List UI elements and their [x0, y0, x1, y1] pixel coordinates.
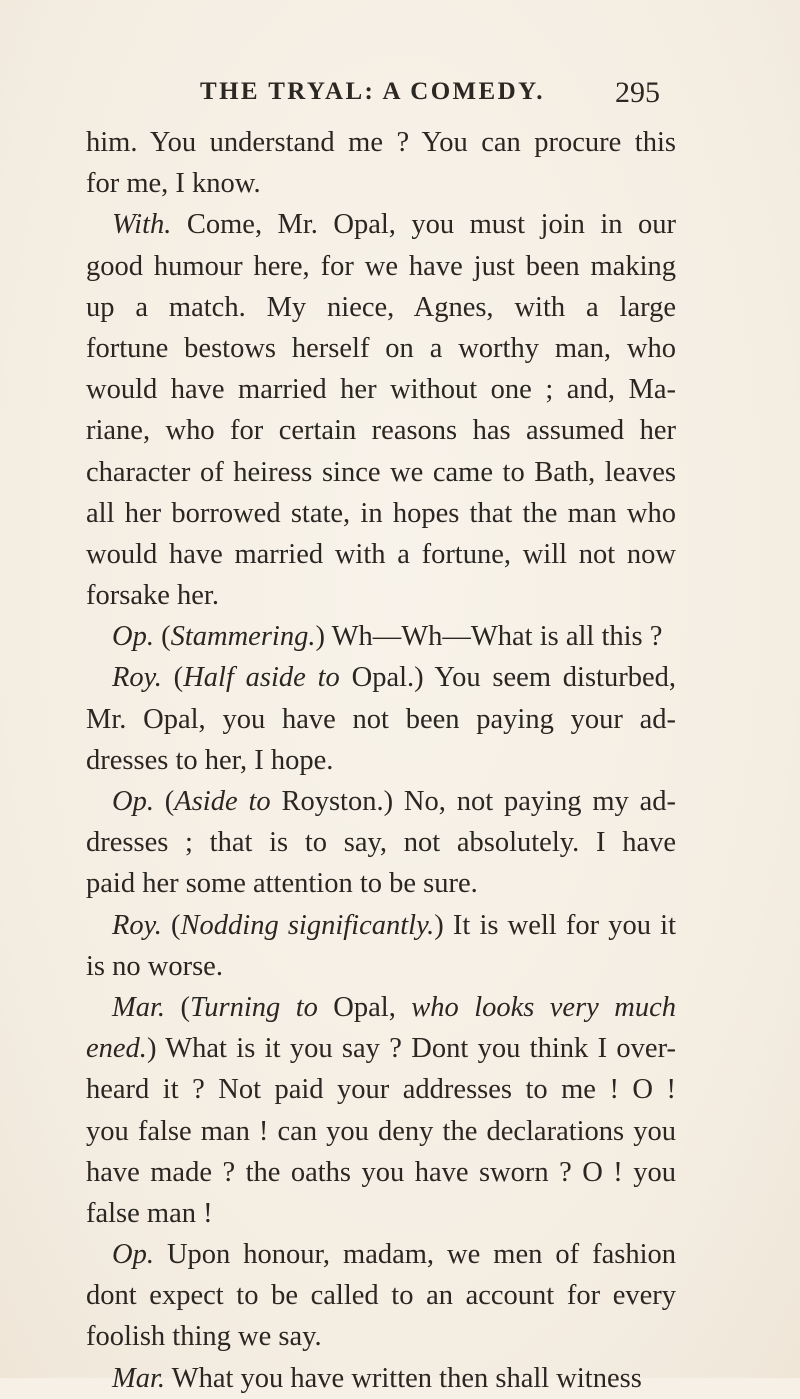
- text-line: [86, 699, 676, 740]
- text-run: (: [165, 991, 190, 1023]
- text-run: have made ? the oaths you have sworn ? O ! you: [86, 1156, 676, 1188]
- text-run: paid her some attention to be sure.: [86, 868, 478, 900]
- text-line: [86, 987, 676, 1028]
- text-line: [86, 1193, 676, 1234]
- text-line: [86, 1316, 676, 1357]
- text-run: Opal,: [317, 991, 412, 1023]
- text-run: ) What is it you say ? Dont you think I over-: [146, 1033, 676, 1065]
- text-line: [86, 328, 676, 369]
- text-run: (: [153, 786, 175, 817]
- text-run: dresses to her, I hope.: [86, 744, 334, 776]
- text-run: would have married with a fortune, will not now: [86, 538, 676, 570]
- text-run: up a match. My niece, Agnes, with a large: [86, 291, 676, 323]
- italic-text: ened.: [86, 1033, 147, 1065]
- italic-text: Aside to: [174, 786, 271, 817]
- text-run: him. You understand me ? You can procure this: [86, 127, 676, 158]
- text-run: forsake her.: [86, 580, 219, 612]
- text-run: all her borrowed state, in hopes that the man who: [86, 497, 676, 529]
- text-run: dresses ; that is to say, not absolutely. I have: [86, 827, 676, 859]
- text-run: is no worse.: [86, 950, 223, 982]
- text-run: ) It is well for you it: [434, 909, 676, 941]
- text-line: [86, 204, 676, 245]
- text-line: [86, 1275, 676, 1316]
- text-run: Come, Mr. Opal, you must join in our: [171, 209, 676, 241]
- italic-text: Nodding significantly.: [180, 909, 435, 941]
- text-run: good humour here, for we have just been making: [86, 250, 676, 282]
- text-run: character of heiress since we came to Bath, leaves: [86, 456, 676, 488]
- text-run: What you have written then shall witness: [165, 1362, 642, 1394]
- text-run: for me, I know.: [86, 168, 261, 200]
- text-run: would have married her without one ; and, Ma-: [86, 374, 676, 406]
- text-run: Upon honour, madam, we men of fashion: [153, 1239, 676, 1271]
- text-line: [86, 122, 676, 163]
- text-line: [86, 575, 676, 616]
- italic-text: Op.: [112, 1239, 154, 1271]
- text-run: foolish thing we say.: [86, 1321, 322, 1353]
- italic-text: Stammering.: [170, 621, 316, 653]
- italic-text: Turning to: [189, 991, 318, 1023]
- text-line: [86, 822, 676, 863]
- italic-text: Mar.: [112, 1362, 166, 1394]
- text-run: ) Wh—Wh—What is all this ?: [315, 621, 663, 653]
- text-line: [86, 246, 676, 287]
- text-line: [86, 1069, 676, 1110]
- italic-text: Roy.: [112, 662, 162, 694]
- running-head: THE TRYAL: A COMEDY.: [200, 78, 545, 105]
- text-run: you false man ! can you deny the declarations you: [86, 1115, 676, 1147]
- text-line: [86, 410, 676, 451]
- italic-text: who looks very much: [411, 991, 676, 1023]
- italic-text: Op.: [112, 621, 154, 653]
- text-line: [86, 1234, 676, 1275]
- text-run: dont expect to be called to an account for every: [86, 1280, 676, 1312]
- italic-text: Op.: [112, 786, 154, 817]
- text-line: [86, 534, 676, 575]
- text-line: [86, 740, 676, 781]
- text-line: [86, 1028, 676, 1069]
- text-line: [86, 1358, 676, 1399]
- text-line: [86, 616, 676, 657]
- text-line: [86, 1152, 676, 1193]
- page-number: 295: [615, 76, 660, 109]
- text-line: [86, 369, 676, 410]
- text-run: heard it ? Not paid your addresses to me ! O !: [86, 1074, 676, 1106]
- text-line: [86, 946, 676, 987]
- text-line: [86, 452, 676, 493]
- text-run: riane, who for certain reasons has assumed her: [86, 415, 676, 447]
- play-text: [86, 122, 676, 1399]
- text-run: (: [153, 621, 171, 653]
- italic-text: With.: [112, 209, 172, 241]
- text-run: Royston.) No, not paying my ad-: [270, 786, 676, 817]
- text-run: fortune bestows herself on a worthy man, who: [86, 332, 676, 364]
- page-header: [200, 78, 660, 118]
- text-line: [86, 287, 676, 328]
- italic-text: Roy.: [112, 909, 162, 941]
- text-run: Mr. Opal, you have not been paying your ad-: [86, 703, 676, 735]
- italic-text: Half aside to: [183, 662, 340, 694]
- text-line: [86, 1111, 676, 1152]
- text-line: [86, 657, 676, 698]
- text-run: false man !: [86, 1197, 213, 1229]
- text-line: [86, 863, 676, 904]
- text-line: [86, 493, 676, 534]
- italic-text: Mar.: [112, 991, 166, 1023]
- text-line: [86, 163, 676, 204]
- text-line: [86, 905, 676, 946]
- text-line: [86, 781, 676, 822]
- text-run: (: [161, 662, 184, 694]
- text-run: (: [161, 909, 181, 941]
- text-run: Opal.) You seem disturbed,: [339, 662, 676, 694]
